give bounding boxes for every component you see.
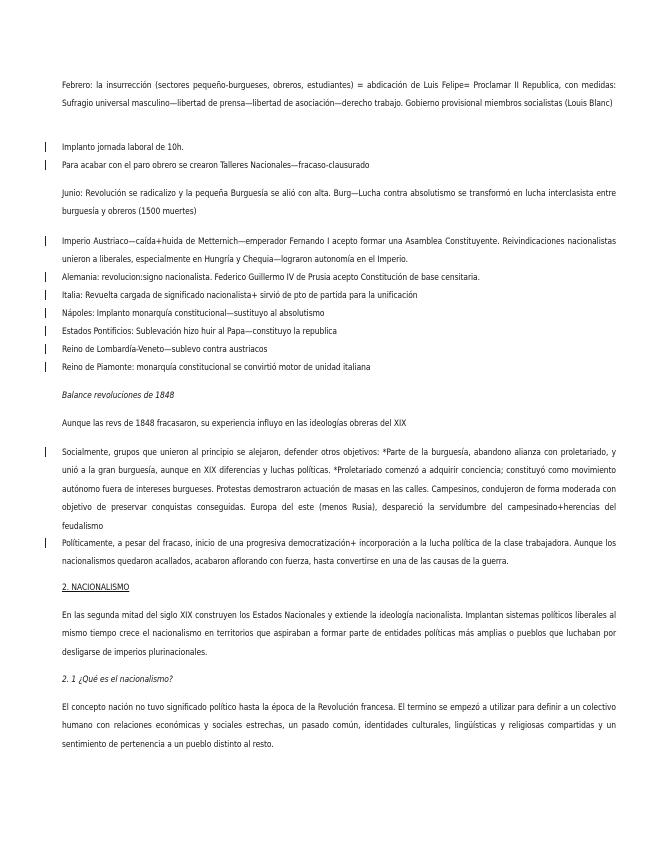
change-bar — [45, 362, 46, 372]
change-bar — [45, 272, 46, 282]
heading-nacionalismo: 2. NACIONALISMO — [62, 582, 130, 592]
paragraph-aunque: Aunque las revs de 1848 fracasaron, su experiencia influyo en las ideologías obreras del XIX — [62, 418, 407, 428]
paragraph-febrero: Febrero: la insurrección (sectores pequeño-burgueses, obreros, estudiantes) = abdicación de Luis Felipe= Proclamar II Republica, con medidas: Sufragio universal masculino—libertad de prensa—libertad de asociación—derecho trabajo. Gobierno provisional miembros socialistas (Louis Blanc) — [62, 80, 616, 109]
paragraph-politicamente: Políticamente, a pesar del fracaso, inicio de una progresiva democratización+ incorporación a la lucha política de la clase trabajadora. Aunque los nacionalismos quedaron acallados, acabaron aflorando con fuerza, hasta convertirse en una de las causas de la guerra. — [62, 538, 616, 567]
change-bar — [45, 326, 46, 336]
paragraph-segunda-mitad: En las segunda mitad del siglo XIX construyen los Estados Nacionales y extiende la ideología nacionalista. Implantan sistemas políticos liberales al mismo tiempo crece el nacionalismo en territorios que aspiraban a formar parte de entidades políticas más amplias o pueblos que luchaban por desligarse de imperios plurinacionales. — [62, 610, 616, 657]
change-bar — [45, 308, 46, 318]
paragraph-napoles: Nápoles: Implanto monarquía constitucional—sustituyo al absolutismo — [62, 308, 325, 318]
change-bar — [45, 447, 46, 457]
paragraph-paro: Para acabar con el paro obrero se crearon Talleres Nacionales—fracaso-clausurado — [62, 160, 370, 170]
change-bar — [45, 236, 46, 246]
paragraph-imperio: Imperio Austriaco—caída+huida de Metternich—emperador Fernando I acepto formar una Asamblea Constituyente. Reivindicaciones nacionalistas unieron a liberales, especialmente en Hungría y Chequia—lograron autonomía en el Imperio. — [62, 236, 616, 265]
heading-balance: Balance revoluciones de 1848 — [62, 390, 175, 400]
paragraph-italia: Italia: Revuelta cargada de significado nacionalista+ sirvió de pto de partida para la unificación — [62, 290, 418, 300]
paragraph-piamonte: Reino de Piamonte: monarquía constitucional se convirtió motor de unidad italiana — [62, 362, 371, 372]
paragraph-alemania: Alemania: revolucion:signo nacionalista. Federico Guillermo IV de Prusia acepto Constitución de base censitaria. — [62, 272, 480, 282]
change-bar — [45, 290, 46, 300]
paragraph-concepto-nacion: El concepto nación no tuvo significado político hasta la época de la Revolución francesa. El termino se empezó a utilizar para definir a un colectivo humano con relaciones económicas y sociales estrechas, un pasado común, identidades culturales, lingüísticas y religiosas compartidas y un sentimiento de pertenencia a un pueblo distinto al resto. — [62, 702, 616, 749]
paragraph-estados-pontificios: Estados Pontificios: Sublevación hizo huir al Papa—constituyo la republica — [62, 326, 337, 336]
paragraph-jornada: Implanto jornada laboral de 10h. — [62, 142, 184, 152]
change-bar — [45, 160, 46, 170]
paragraph-lombardia: Reino de Lombardía-Veneto—sublevo contra austriacos — [62, 344, 268, 354]
change-bar — [45, 344, 46, 354]
paragraph-socialmente: Socialmente, grupos que unieron al principio se alejaron, defender otros objetivos: *Parte de la burguesía, abandono alianza con proletariado, y unió a la gran burguesía, aunque en XIX diferencias y luchas políticas. *Proletariado comenzó a adquirir conciencia; constituyó como movimiento autónomo fuera de intereses burgueses. Protestas demostraron actuación de masas en las calles. Campesinos, condujeron de forma moderada con objetivo de preservar conquistas conseguidas. Europa del este (menos Rusia), despareció la servidumbre del campesinado+herencias del feudalismo — [62, 447, 616, 531]
change-bar — [45, 142, 46, 152]
paragraph-junio: Junio: Revolución se radicalizo y la pequeña Burguesía se alió con alta. Burg—Lucha contra absolutismo se transformó en lucha interclasista entre burguesía y obreros (1500 muertes) — [62, 188, 616, 217]
heading-que-es-nacionalismo: 2. 1 ¿Qué es el nacionalismo? — [62, 674, 173, 684]
change-bar — [45, 538, 46, 548]
